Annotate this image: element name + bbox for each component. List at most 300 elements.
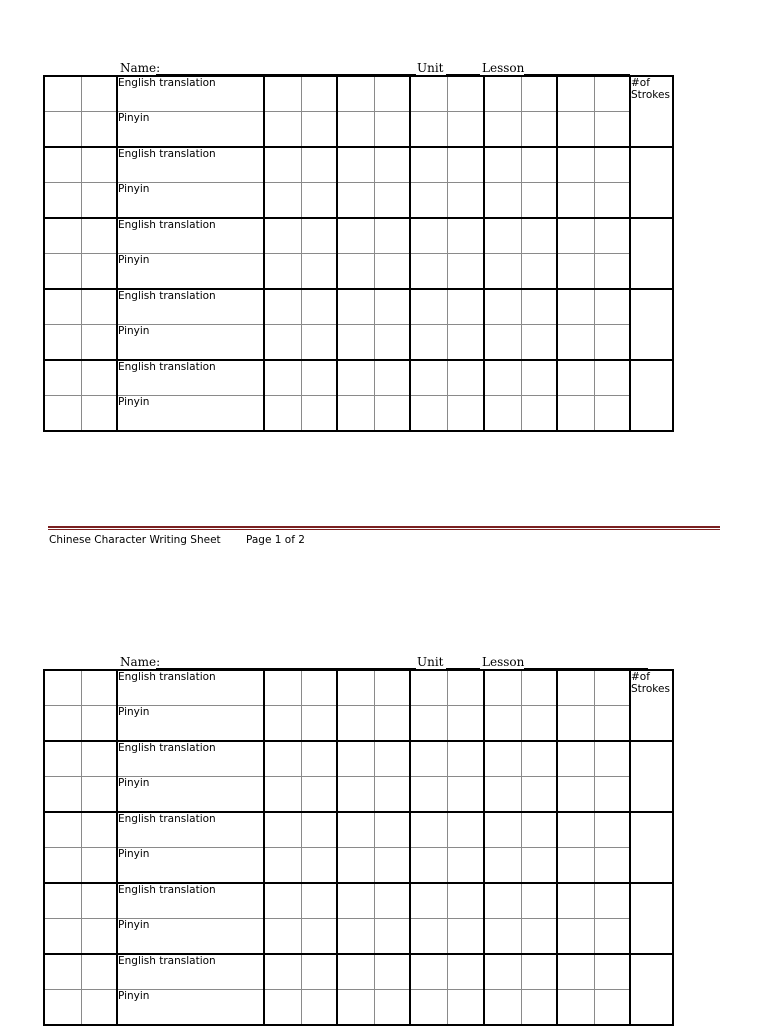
english-translation-label[interactable]: English translation [117,954,264,990]
practice-cell[interactable] [521,396,557,432]
lesson-label: Lesson [482,61,525,75]
practice-cell[interactable] [264,954,301,990]
practice-cell[interactable] [301,883,337,919]
practice-cell[interactable] [410,76,447,112]
practice-cell[interactable] [594,777,630,813]
practice-cell[interactable] [337,848,374,884]
practice-cell[interactable] [264,919,301,955]
practice-cell[interactable] [410,183,447,219]
practice-cell[interactable] [374,396,410,432]
practice-cell[interactable] [557,848,594,884]
practice-cell[interactable] [264,112,301,148]
practice-cell[interactable] [557,777,594,813]
practice-cell[interactable] [374,147,410,183]
character-cell[interactable] [44,777,81,813]
practice-cell[interactable] [264,883,301,919]
practice-cell[interactable] [374,812,410,848]
practice-cell[interactable] [447,954,484,990]
practice-cell[interactable] [521,990,557,1026]
english-translation-label[interactable]: English translation [117,670,264,706]
practice-cell[interactable] [337,147,374,183]
practice-cell[interactable] [337,919,374,955]
practice-cell[interactable] [410,325,447,361]
practice-cell[interactable] [410,848,447,884]
practice-cell[interactable] [337,396,374,432]
character-cell[interactable] [44,147,81,183]
english-row [44,76,673,112]
practice-cell[interactable] [447,706,484,742]
practice-cell[interactable] [447,741,484,777]
character-cell[interactable] [81,954,117,990]
practice-cell[interactable] [374,706,410,742]
practice-cell[interactable] [374,990,410,1026]
pinyin-row [44,848,673,884]
practice-cell[interactable] [594,218,630,254]
practice-cell[interactable] [301,183,337,219]
practice-cell[interactable] [301,289,337,325]
pinyin-row [44,112,673,148]
practice-cell[interactable] [521,919,557,955]
stroke-count-cell[interactable] [630,147,673,218]
practice-cell[interactable] [264,289,301,325]
practice-cell[interactable] [484,706,521,742]
practice-cell[interactable] [484,360,521,396]
stroke-count-cell[interactable] [630,670,673,741]
character-cell[interactable] [81,990,117,1026]
practice-cell[interactable] [557,706,594,742]
practice-cell[interactable] [410,289,447,325]
practice-cell[interactable] [557,289,594,325]
practice-cell[interactable] [374,76,410,112]
practice-cell[interactable] [374,183,410,219]
practice-cell[interactable] [337,360,374,396]
practice-cell[interactable] [521,741,557,777]
practice-cell[interactable] [264,183,301,219]
practice-cell[interactable] [521,289,557,325]
practice-cell[interactable] [484,396,521,432]
character-cell[interactable] [81,112,117,148]
practice-cell[interactable] [484,883,521,919]
practice-cell[interactable] [594,112,630,148]
practice-cell[interactable] [301,990,337,1026]
practice-cell[interactable] [337,254,374,290]
practice-cell[interactable] [374,218,410,254]
english-row [44,812,673,848]
practice-cell[interactable] [301,777,337,813]
practice-cell[interactable] [557,254,594,290]
practice-cell[interactable] [557,325,594,361]
page-divider [48,526,720,530]
practice-cell[interactable] [557,919,594,955]
character-cell[interactable] [44,883,81,919]
practice-cell[interactable] [337,112,374,148]
practice-cell[interactable] [557,883,594,919]
practice-cell[interactable] [484,848,521,884]
practice-cell[interactable] [484,954,521,990]
practice-cell[interactable] [301,147,337,183]
practice-cell[interactable] [264,254,301,290]
pinyin-row [44,396,673,432]
stroke-count-cell[interactable] [630,741,673,812]
practice-cell[interactable] [301,112,337,148]
character-cell[interactable] [81,741,117,777]
practice-cell[interactable] [410,777,447,813]
english-translation-label[interactable]: English translation [117,76,264,112]
character-cell[interactable] [81,919,117,955]
unit-label: Unit [417,655,444,669]
practice-cell[interactable] [410,883,447,919]
practice-cell[interactable] [447,670,484,706]
practice-cell[interactable] [410,919,447,955]
english-row [44,218,673,254]
practice-cell[interactable] [484,812,521,848]
practice-cell[interactable] [337,812,374,848]
practice-cell[interactable] [484,147,521,183]
character-cell[interactable] [44,706,81,742]
practice-cell[interactable] [410,990,447,1026]
practice-cell[interactable] [374,954,410,990]
practice-cell[interactable] [594,954,630,990]
practice-cell[interactable] [374,919,410,955]
pinyin-row [44,777,673,813]
pinyin-label[interactable]: Pinyin [117,396,264,432]
practice-cell[interactable] [594,76,630,112]
english-row [44,289,673,325]
practice-cell[interactable] [557,812,594,848]
practice-cell[interactable] [594,183,630,219]
practice-cell[interactable] [301,360,337,396]
practice-cell[interactable] [264,812,301,848]
practice-cell[interactable] [374,777,410,813]
practice-cell[interactable] [264,706,301,742]
practice-cell[interactable] [447,325,484,361]
practice-cell[interactable] [484,777,521,813]
practice-cell[interactable] [447,254,484,290]
character-cell[interactable] [44,741,81,777]
practice-cell[interactable] [521,848,557,884]
character-cell[interactable] [44,812,81,848]
practice-cell[interactable] [374,670,410,706]
practice-cell[interactable] [410,670,447,706]
practice-cell[interactable] [301,848,337,884]
unit-label: Unit [417,61,444,75]
pinyin-label[interactable]: Pinyin [117,325,264,361]
practice-cell[interactable] [447,289,484,325]
pinyin-label[interactable]: Pinyin [117,706,264,742]
practice-cell[interactable] [410,112,447,148]
practice-cell[interactable] [301,706,337,742]
pinyin-row [44,706,673,742]
practice-cell[interactable] [374,883,410,919]
practice-cell[interactable] [374,112,410,148]
practice-cell[interactable] [374,741,410,777]
character-cell[interactable] [81,848,117,884]
name-label: Name: [120,655,161,669]
practice-cell[interactable] [410,396,447,432]
english-translation-label[interactable]: English translation [117,147,264,183]
character-cell[interactable] [44,919,81,955]
practice-cell[interactable] [557,76,594,112]
practice-cell[interactable] [557,360,594,396]
practice-cell[interactable] [521,183,557,219]
practice-cell[interactable] [447,218,484,254]
practice-cell[interactable] [337,777,374,813]
practice-cell[interactable] [521,254,557,290]
practice-cell[interactable] [594,147,630,183]
footer-page: Page 1 of 2 [246,534,305,546]
practice-cell[interactable] [484,218,521,254]
english-translation-label[interactable]: English translation [117,883,264,919]
practice-cell[interactable] [337,76,374,112]
english-translation-label[interactable]: English translation [117,360,264,396]
practice-cell[interactable] [264,218,301,254]
practice-cell[interactable] [557,990,594,1026]
practice-cell[interactable] [594,325,630,361]
english-row [44,741,673,777]
practice-cell[interactable] [264,990,301,1026]
strokes-label: #of Strokes [631,671,670,695]
practice-cell[interactable] [374,848,410,884]
pinyin-row [44,325,673,361]
practice-cell[interactable] [594,254,630,290]
english-translation-label[interactable]: English translation [117,741,264,777]
practice-cell[interactable] [410,741,447,777]
practice-cell[interactable] [521,954,557,990]
character-cell[interactable] [81,325,117,361]
practice-cell[interactable] [521,360,557,396]
practice-cell[interactable] [557,741,594,777]
practice-cell[interactable] [337,325,374,361]
practice-cell[interactable] [594,741,630,777]
practice-cell[interactable] [447,183,484,219]
practice-cell[interactable] [301,254,337,290]
practice-cell[interactable] [594,289,630,325]
practice-cell[interactable] [301,954,337,990]
practice-cell[interactable] [447,76,484,112]
practice-cell[interactable] [264,360,301,396]
practice-cell[interactable] [484,670,521,706]
practice-cell[interactable] [557,954,594,990]
character-cell[interactable] [44,360,81,396]
practice-cell[interactable] [264,76,301,112]
practice-cell[interactable] [447,112,484,148]
practice-cell[interactable] [594,919,630,955]
practice-cell[interactable] [521,76,557,112]
character-cell[interactable] [44,289,81,325]
character-cell[interactable] [44,990,81,1026]
practice-cell[interactable] [447,812,484,848]
practice-cell[interactable] [374,325,410,361]
practice-cell[interactable] [337,289,374,325]
practice-cell[interactable] [594,396,630,432]
pinyin-label[interactable]: Pinyin [117,919,264,955]
stroke-count-cell[interactable] [630,76,673,147]
practice-cell[interactable] [484,990,521,1026]
english-translation-label[interactable]: English translation [117,812,264,848]
practice-cell[interactable] [264,848,301,884]
practice-cell[interactable] [484,183,521,219]
practice-cell[interactable] [337,990,374,1026]
stroke-count-cell[interactable] [630,883,673,954]
practice-cell[interactable] [484,919,521,955]
practice-cell[interactable] [337,883,374,919]
practice-cell[interactable] [484,289,521,325]
practice-cell[interactable] [557,112,594,148]
lesson-label: Lesson [482,655,525,669]
practice-cell[interactable] [301,76,337,112]
practice-cell[interactable] [337,706,374,742]
character-cell[interactable] [44,218,81,254]
practice-cell[interactable] [264,147,301,183]
practice-cell[interactable] [301,218,337,254]
practice-cell[interactable] [301,919,337,955]
practice-cell[interactable] [484,76,521,112]
pinyin-label[interactable]: Pinyin [117,777,264,813]
stroke-count-cell[interactable] [630,954,673,1025]
practice-cell[interactable] [521,883,557,919]
english-translation-label[interactable]: English translation [117,289,264,325]
pinyin-label[interactable]: Pinyin [117,848,264,884]
practice-cell[interactable] [410,218,447,254]
practice-cell[interactable] [484,325,521,361]
character-cell[interactable] [81,76,117,112]
character-cell[interactable] [44,76,81,112]
character-cell[interactable] [81,289,117,325]
practice-cell[interactable] [557,147,594,183]
english-row [44,360,673,396]
practice-cell[interactable] [264,777,301,813]
practice-cell[interactable] [301,741,337,777]
practice-cell[interactable] [557,218,594,254]
character-cell[interactable] [44,183,81,219]
practice-cell[interactable] [594,848,630,884]
english-row [44,954,673,990]
character-cell[interactable] [81,777,117,813]
practice-cell[interactable] [447,360,484,396]
writing-grid [43,669,674,1026]
practice-cell[interactable] [374,254,410,290]
character-cell[interactable] [44,954,81,990]
practice-cell[interactable] [594,883,630,919]
practice-cell[interactable] [447,396,484,432]
character-cell[interactable] [44,325,81,361]
name-label: Name: [120,61,161,75]
practice-cell[interactable] [521,706,557,742]
practice-cell[interactable] [484,741,521,777]
practice-cell[interactable] [301,670,337,706]
practice-cell[interactable] [594,670,630,706]
practice-cell[interactable] [521,147,557,183]
practice-cell[interactable] [447,777,484,813]
practice-cell[interactable] [264,396,301,432]
character-cell[interactable] [81,812,117,848]
character-cell[interactable] [81,706,117,742]
pinyin-label[interactable]: Pinyin [117,990,264,1026]
practice-cell[interactable] [521,670,557,706]
practice-cell[interactable] [447,147,484,183]
practice-cell[interactable] [410,706,447,742]
english-row [44,670,673,706]
stroke-count-cell[interactable] [630,218,673,289]
practice-cell[interactable] [521,218,557,254]
practice-cell[interactable] [337,183,374,219]
practice-cell[interactable] [410,360,447,396]
practice-cell[interactable] [337,670,374,706]
footer-title: Chinese Character Writing Sheet [49,534,221,546]
english-translation-label[interactable]: English translation [117,218,264,254]
character-cell[interactable] [81,670,117,706]
practice-cell[interactable] [484,112,521,148]
character-cell[interactable] [44,254,81,290]
practice-cell[interactable] [301,325,337,361]
practice-cell[interactable] [594,990,630,1026]
practice-cell[interactable] [337,741,374,777]
practice-cell[interactable] [410,254,447,290]
practice-cell[interactable] [301,396,337,432]
pinyin-label[interactable]: Pinyin [117,112,264,148]
practice-cell[interactable] [410,812,447,848]
practice-cell[interactable] [594,706,630,742]
character-cell[interactable] [44,112,81,148]
practice-cell[interactable] [557,396,594,432]
english-row [44,883,673,919]
character-cell[interactable] [81,883,117,919]
character-cell[interactable] [44,670,81,706]
practice-cell[interactable] [447,883,484,919]
practice-cell[interactable] [557,670,594,706]
character-cell[interactable] [81,218,117,254]
practice-cell[interactable] [521,812,557,848]
practice-cell[interactable] [264,741,301,777]
pinyin-row [44,183,673,219]
practice-cell[interactable] [447,848,484,884]
practice-cell[interactable] [264,670,301,706]
practice-cell[interactable] [594,812,630,848]
character-cell[interactable] [81,183,117,219]
pinyin-label[interactable]: Pinyin [117,183,264,219]
stroke-count-cell[interactable] [630,289,673,360]
practice-cell[interactable] [594,360,630,396]
practice-cell[interactable] [484,254,521,290]
character-cell[interactable] [44,396,81,432]
practice-cell[interactable] [521,325,557,361]
stroke-count-cell[interactable] [630,360,673,431]
practice-cell[interactable] [521,777,557,813]
practice-cell[interactable] [447,990,484,1026]
practice-cell[interactable] [557,183,594,219]
character-cell[interactable] [81,396,117,432]
character-cell[interactable] [44,848,81,884]
strokes-label: #of Strokes [631,77,670,101]
character-cell[interactable] [81,360,117,396]
practice-cell[interactable] [410,147,447,183]
practice-cell[interactable] [410,954,447,990]
pinyin-label[interactable]: Pinyin [117,254,264,290]
stroke-count-cell[interactable] [630,812,673,883]
practice-cell[interactable] [264,325,301,361]
practice-cell[interactable] [337,218,374,254]
practice-cell[interactable] [374,289,410,325]
practice-cell[interactable] [374,360,410,396]
character-cell[interactable] [81,254,117,290]
pinyin-row [44,990,673,1026]
practice-cell[interactable] [447,919,484,955]
practice-cell[interactable] [337,954,374,990]
pinyin-row [44,919,673,955]
practice-cell[interactable] [301,812,337,848]
character-cell[interactable] [81,147,117,183]
practice-cell[interactable] [521,112,557,148]
